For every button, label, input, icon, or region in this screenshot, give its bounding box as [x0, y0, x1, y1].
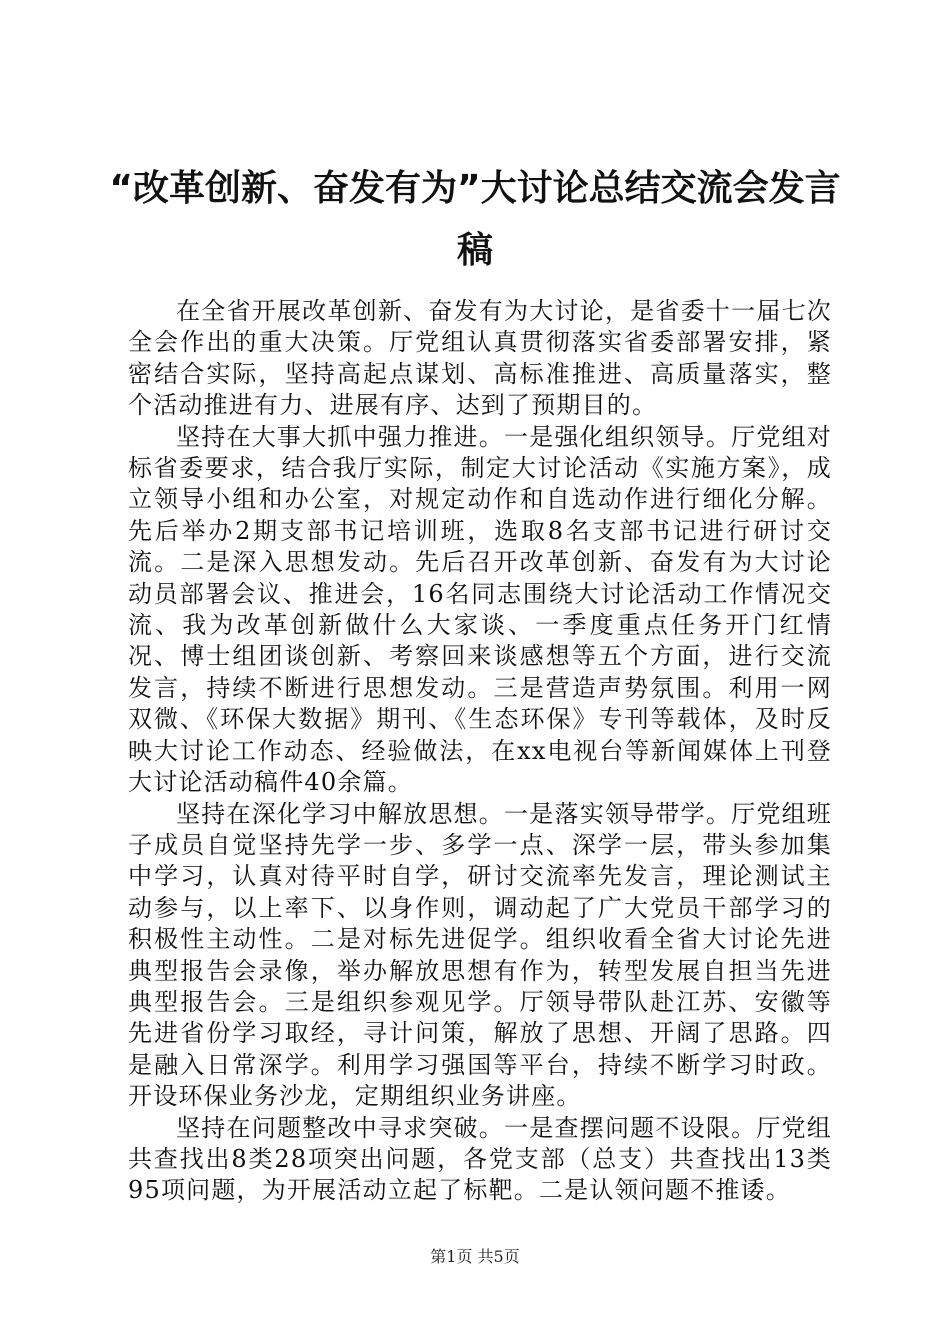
paragraph-learning: 坚持在深化学习中解放思想。一是落实领导带学。厅党组班子成员自觉坚持先学一步、多学一点、深学一层，带头参加集中学习，认真对待平时自学，研讨交流率先发言，理论测试主动参与，以上率下、以身作则，调动起了广大党员干部学习的积极性主动性。二是对标先进促学。组织收看全省大讨论先进典型报告会录像，举办解放思想有作为，转型发展自担当先进典型报告会。三是组织参观见学。厅领导带队赴江苏、安徽等先进省份学习取经，寻计问策，解放了思想、开阔了思路。四是融入日常深学。利用学习强国等平台，持续不断学习时政。开设环保业务沙龙，定期组织业务讲座。 [128, 799, 832, 1111]
page-number-footer: 第1页 共5页 [430, 1247, 520, 1266]
paragraph-rectification: 坚持在问题整改中寻求突破。一是查摆问题不设限。厅党组共查找出8类28项突出问题，各党支部（总支）共查找出13类95项问题，为开展活动立起了标靶。二是认领问题不推诿。 [128, 1113, 832, 1205]
paragraph-promotion: 坚持在大事大抓中强力推进。一是强化组织领导。厅党组对标省委要求，结合我厅实际，制定大讨论活动《实施方案》，成立领导小组和办公室，对规定动作和自选动作进行细化分解。先后举办2期支部书记培训班，选取8名支部书记进行研讨交流。二是深入思想发动。先后召开改革创新、奋发有为大讨论动员部署会议、推进会，16名同志围绕大讨论活动工作情况交流、我为改革创新做什么大家谈、一季度重点任务开门红情况、博士组团谈创新、考察回来谈感想等五个方面，进行交流发言，持续不断进行思想发动。三是营造声势氛围。利用一网双微、《环保大数据》期刊、《生态环保》专刊等载体，及时反映大讨论工作动态、经验做法，在xx电视台等新闻媒体上刊登大讨论活动稿件40余篇。 [128, 422, 832, 797]
document-title: “改革创新、奋发有为”大讨论总结交流会发言稿 [109, 168, 841, 271]
paragraph-intro: 在全省开展改革创新、奋发有为大讨论，是省委十一届七次全会作出的重大决策。厅党组认真贯彻落实省委部署安排，紧密结合实际，坚持高起点谋划、高标准推进、高质量落实，整个活动推进有力、进展有序、达到了预期目的。 [128, 297, 832, 420]
document-body [128, 296, 832, 1207]
